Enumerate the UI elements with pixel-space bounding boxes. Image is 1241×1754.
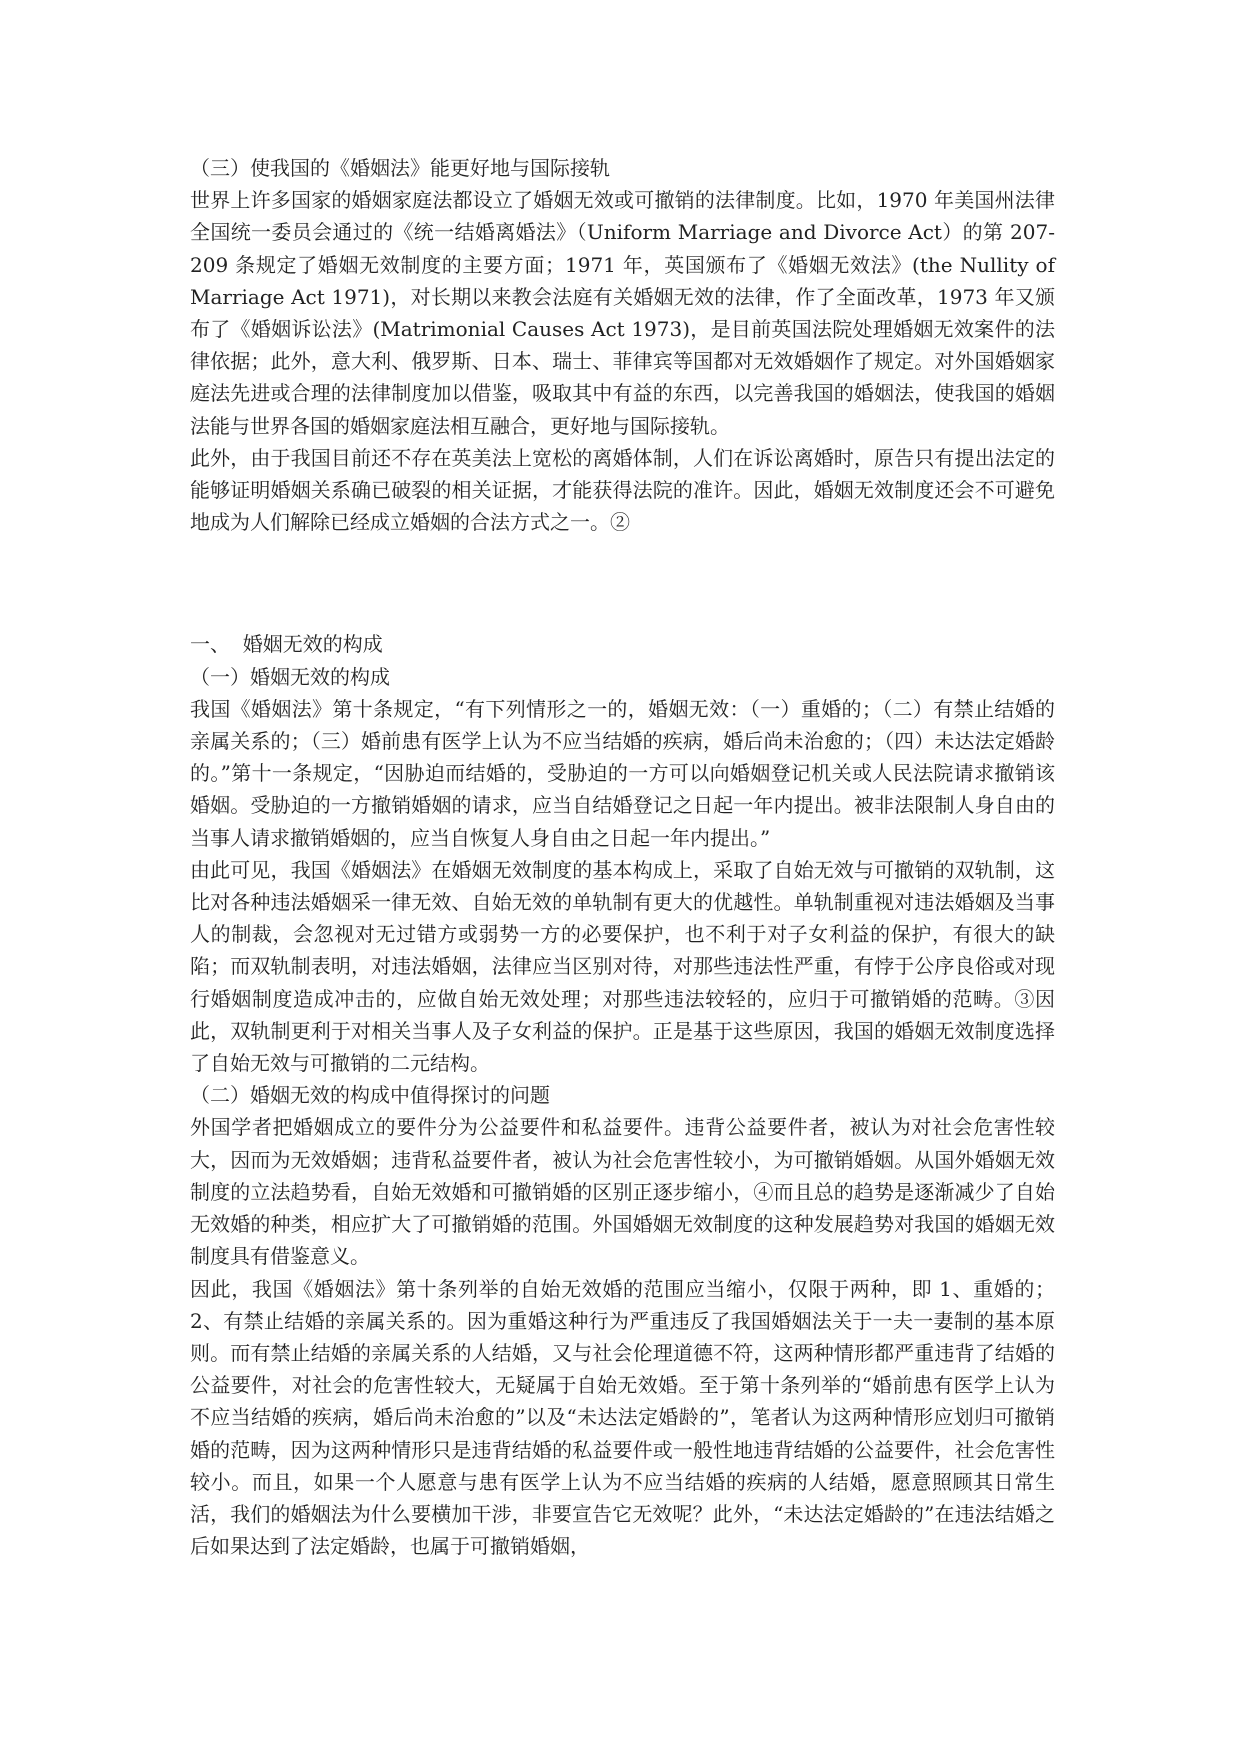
paragraph-foreign-scholars: 外国学者把婚姻成立的要件分为公益要件和私益要件。违背公益要件者，被认为对社会危害性较大，因而为无效婚姻；违背私益要件者，被认为社会危害性较小，为可撤销婚姻。从国外婚姻无效制度的立法趋势看，自始无效婚和可撤销婚的区别正逐步缩小，④而且总的趋势是逐渐减少了自始无效婚的种类，相应扩大了可撤销婚的范围。外国婚姻无效制度的这种发展趋势对我国的婚姻无效制度具有借鉴意义。 [190,1115,1055,1269]
section-spacer [190,538,1055,628]
subheading-issues: （二）婚姻无效的构成中值得探讨的问题 [190,1083,550,1108]
paragraph-foreign-law: 世界上许多国家的婚姻家庭法都设立了婚姻无效或可撤销的法律制度。比如，1970 年美国州法律全国统一委员会通过的《统一结婚离婚法》（Uniform Marriage and Divorce Act）的第 207-209 条规定了婚姻无效制度的主要方面；1971 年，英国颁布了《婚姻无效法》(the Nullity of Marriage Act 1971)，对长期以来教会法庭有关婚姻无效的法律，作了全面改革，1973 年又颁布了《婚姻诉讼法》(Matrimonial Causes Act 1973)，是目前英国法院处理婚姻无效案件的法律依据；此外，意大利、俄罗斯、日本、瑞士、菲律宾等国都对无效婚姻作了规定。对外国婚姻家庭法先进或合理的法律制度加以借鉴，吸取其中有益的东西，以完善我国的婚姻法，使我国的婚姻法能与世界各国的婚姻家庭法相互融合，更好地与国际接轨。 [190,188,1062,438]
paragraph-article-ten: 我国《婚姻法》第十条规定，“有下列情形之一的，婚姻无效：（一）重婚的；（二）有禁止结婚的亲属关系的；（三）婚前患有医学上认为不应当结婚的疾病，婚后尚未治愈的；（四）未达法定婚龄的。”第十一条规定，“因胁迫而结婚的，受胁迫的一方可以向婚姻登记机关或人民法院请求撤销该婚姻。受胁迫的一方撤销婚姻的请求，应当自结婚登记之日起一年内提出。被非法限制人身自由的当事人请求撤销婚姻的，应当自恢复人身自由之日起一年内提出。” [190,696,1055,850]
subheading-composition: （一）婚姻无效的构成 [190,664,390,689]
paragraph-dual-track: 由此可见，我国《婚姻法》在婚姻无效制度的基本构成上，采取了自始无效与可撤销的双轨制，这比对各种违法婚姻采一律无效、自始无效的单轨制有更大的优越性。单轨制重视对违法婚姻及当事人的制裁，会忽视对无过错方或弱势一方的必要保护，也不利于对子女利益的保护，有很大的缺陷；而双轨制表明，对违法婚姻，法律应当区别对待，对那些违法性严重，有悖于公序良俗或对现行婚姻制度造成冲击的，应做自始无效处理；对那些违法较轻的，应归于可撤销婚的范畴。③因此，双轨制更利于对相关当事人及子女利益的保护。正是基于这些原因，我国的婚姻无效制度选择了自始无效与可撤销的二元结构。 [190,857,1055,1076]
paragraph-scope-reduction: 因此，我国《婚姻法》第十条列举的自始无效婚的范围应当缩小，仅限于两种，即 1、重婚的；2、有禁止结婚的亲属关系的。因为重婚这种行为严重违反了我国婚姻法关于一夫一妻制的基本原则。而有禁止结婚的亲属关系的人结婚，又与社会伦理道德不符，这两种情形都严重违背了结婚的公益要件，对社会的危害性较大，无疑属于自始无效婚。至于第十条列举的“婚前患有医学上认为不应当结婚的疾病，婚后尚未治愈的”以及“未达法定婚龄的”，笔者认为这两种情形应划归可撤销婚的范畴，因为这两种情形只是违背结婚的私益要件或一般性地违背结婚的公益要件，社会危害性较小。而且，如果一个人愿意与患有医学上认为不应当结婚的疾病的人结婚，愿意照顾其日常生活，我们的婚姻法为什么要横加干涉，非要宣告它无效呢？此外，“未达法定婚龄的”在违法结婚之后如果达到了法定婚龄，也属于可撤销婚姻， [190,1276,1055,1559]
section-heading-composition: 一、 婚姻无效的构成 [190,632,383,657]
paragraph-divorce-system: 此外，由于我国目前还不存在英美法上宽松的离婚体制，人们在诉讼离婚时，原告只有提出法定的能够证明婚姻关系确已破裂的相关证据，才能获得法院的准许。因此，婚姻无效制度还会不可避免地成为人们解除已经成立婚姻的合法方式之一。② [190,445,1055,535]
section-heading-international: （三）使我国的《婚姻法》能更好地与国际接轨 [190,156,610,180]
